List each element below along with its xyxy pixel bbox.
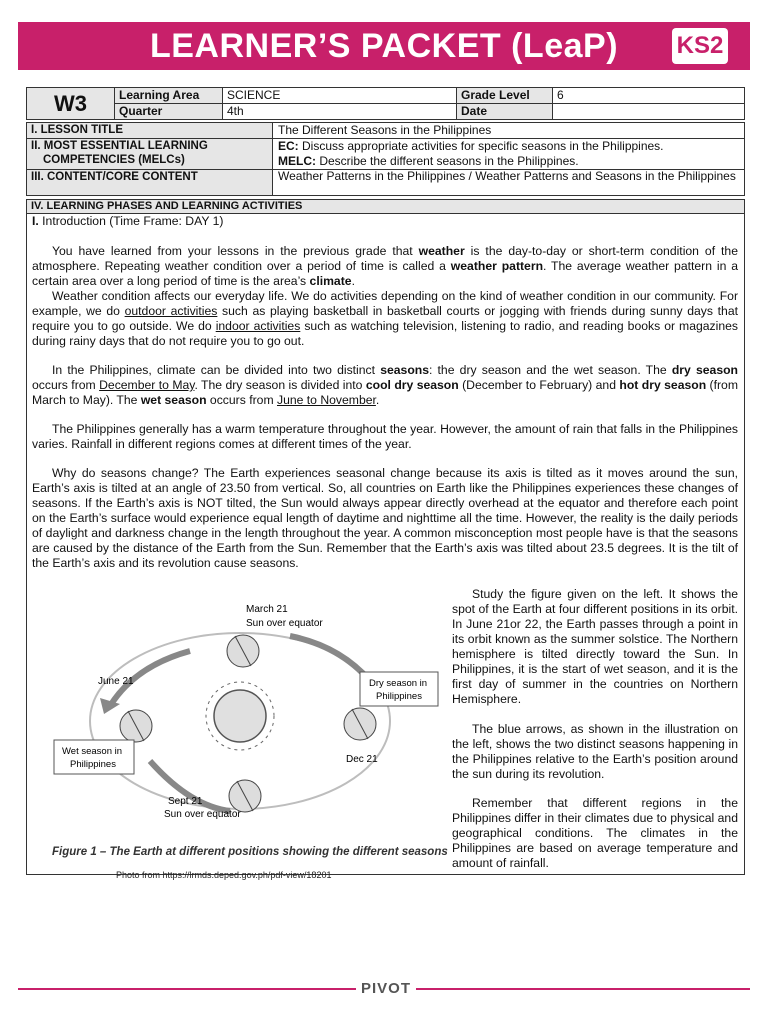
content-label: III. CONTENT/CORE CONTENT [27,170,273,195]
date-value [553,104,745,119]
photo-credit: Photo from https://lrmds.deped.gov.ph/pdf-view/18201 [116,870,332,880]
text: occurs from [206,393,277,407]
ec-label: EC: [278,139,299,153]
lesson-info-table [26,122,745,196]
term-weather-pattern: weather pattern [450,259,544,273]
learning-phases-header: IV. LEARNING PHASES AND LEARNING ACTIVITIES [26,199,745,214]
earth-june-icon [120,710,152,742]
right-paragraph-3: Remember that different regions in the Philippines differ in their climates due to physical and geographical conditions. The climates in the Philippines are based on average temperature and amount of rainfall. [452,796,738,870]
label-june: June 21 [98,676,134,687]
learning-area-label: Learning Area [115,88,223,103]
text: . The dry season is divided into [194,378,366,392]
term-dry-season: dry season [671,363,739,377]
melc-label-line-1: II. MOST ESSENTIAL LEARNING [31,140,208,152]
text: : the dry season and the wet season. The [428,363,672,377]
term-outdoor-activities: outdoor activities [124,304,218,318]
term-wet-season: wet season [140,393,207,407]
week-label: W3 [27,88,115,119]
text: Weather condition affects our everyday life. We do activities depending on the kind of weather condition in our community. For example, we do [32,289,738,318]
melc-label [27,139,273,169]
text: . [351,274,355,288]
dry-season-label-1: Dry season in [369,678,428,689]
grade-level-label: Grade Level [457,88,553,103]
text: You have learned from your lessons in the previous grade that [52,244,419,258]
quarter-value: 4th [223,104,457,119]
term-june-to-november: June to November [276,393,376,407]
label-march: March 21 [246,604,288,615]
text: occurs from [32,378,100,392]
paragraph-3 [32,363,738,408]
term-weather: weather [418,244,465,258]
date-label: Date [457,104,553,119]
melc-text: Describe the different seasons in the Philippines. [316,154,579,168]
right-paragraph-2: The blue arrows, as shown in the illustration on the left, shows the two distinct seasons happening in the Philippines relative to the Earth’s position around the sun during its revolution. [452,722,738,781]
term-hot-dry-season: hot dry season [619,378,707,392]
quarter-label: Quarter [115,104,223,119]
pivot-logo: PIVOT [356,980,416,998]
key-stage-badge: KS2 [672,28,728,64]
dry-season-label-2: Philippines [376,691,422,702]
term-climate: climate [309,274,352,288]
earth-march-icon [227,635,259,667]
text: such as watching television, listening to radio, and reading books or magazines during rainy days that do not require you to go out. [32,319,738,348]
ec-text: Discuss appropriate activities for specific seasons in the Philippines. [298,139,664,153]
text: In the Philippines, climate can be divided into two distinct [52,363,381,377]
text: . The average weather pattern in a certain area over a long period of time is the area’s [32,259,738,288]
wet-season-label-2: Philippines [70,759,116,770]
text: . [375,393,380,407]
paragraph-4: The Philippines generally has a warm temperature throughout the year. However, the amount of rain that falls in the Philippines varies. Rainfall in different regions comes at different times of the year. [32,422,738,451]
earth-sept-icon [229,780,261,812]
text: (December to February) and [458,378,620,392]
sun-icon [206,682,274,750]
learning-area-value: SCIENCE [223,88,457,103]
term-seasons: seasons [380,363,429,377]
intro-label: I. [32,214,39,228]
melc-line [278,154,743,169]
text: (from March to May). The [32,378,738,407]
melc-label-inline: MELC: [278,154,316,168]
text: is the day-to-day or short-term condition of the atmosphere. Repeating weather condition over a period of time is called a [32,244,738,273]
grade-level-value: 6 [557,88,564,102]
ec-line [278,139,743,154]
intro-text: Introduction (Time Frame: DAY 1) [38,214,224,228]
term-december-to-may: December to May [99,378,195,392]
content-value: Weather Patterns in the Philippines / Weather Patterns and Seasons in the Philippines [278,169,736,183]
header-table [26,87,745,120]
paragraph-2 [32,289,738,349]
page-title: LEARNER’S PACKET (LeaP) [149,27,619,65]
paragraph-1 [32,244,738,289]
figure-caption: Figure 1 – The Earth at different positions showing the different seasons [52,846,448,858]
label-sept-sub: Sun over equator [164,809,241,820]
seasons-orbit-figure [40,596,440,866]
label-sept: Sept 21 [168,796,203,807]
term-cool-dry-season: cool dry season [365,378,459,392]
melc-value [274,139,743,169]
right-paragraph-1: Study the figure given on the left. It shows the spot of the Earth at four different positions in its orbit. In June 21or 22, the Earth passes through a point in its orbit known as the summer solstice. The Northern hemisphere is tilted directly toward the Sun. In Philippines, it is the start of wet season, and it is the first day of summer in the countries on Northern Hemisphere. [452,587,738,706]
text: such as playing basketball in basketball courts or jogging with friends during sunny days that require you to go outside. We do [32,304,738,333]
label-march-sub: Sun over equator [246,618,323,629]
header-banner [0,0,768,76]
paragraph-5: Why do seasons change? The Earth experiences seasonal change because its axis is tilted as it moves around the sun, Earth’s axis is tilted at an angle of 23.50 from vertical. So, all countries on Earth like the Philippines experiences these changes of seasons. If the Earth’s axis is NOT tilted, the Sun would always appear directly overhead at the equator and therefore each point on the Earth’s surface would experience equal length of daytime and nighttime all the time. However, the reality is the daily periods of daylight and darkness change in the length throughout the year. A common misconception most people have is that the seasons are caused by the distance of the Earth from the Sun. Remember that the Earth’s axis was tilted about 23.5 degrees. It is the tilt of the Earth’s axis and its revolution cause seasons. [32,466,738,570]
label-dec: Dec 21 [346,754,378,765]
intro-line [32,214,738,229]
lesson-title-value: The Different Seasons in the Philippines [278,123,492,137]
orbit-arrow-right [290,636,370,681]
lesson-title-label: I. LESSON TITLE [27,123,273,138]
melc-label-line-2: COMPETENCIES (MELCs) [43,154,185,166]
earth-dec-icon [344,708,376,740]
term-indoor-activities: indoor activities [215,319,301,333]
wet-season-label-1: Wet season in [62,746,123,757]
